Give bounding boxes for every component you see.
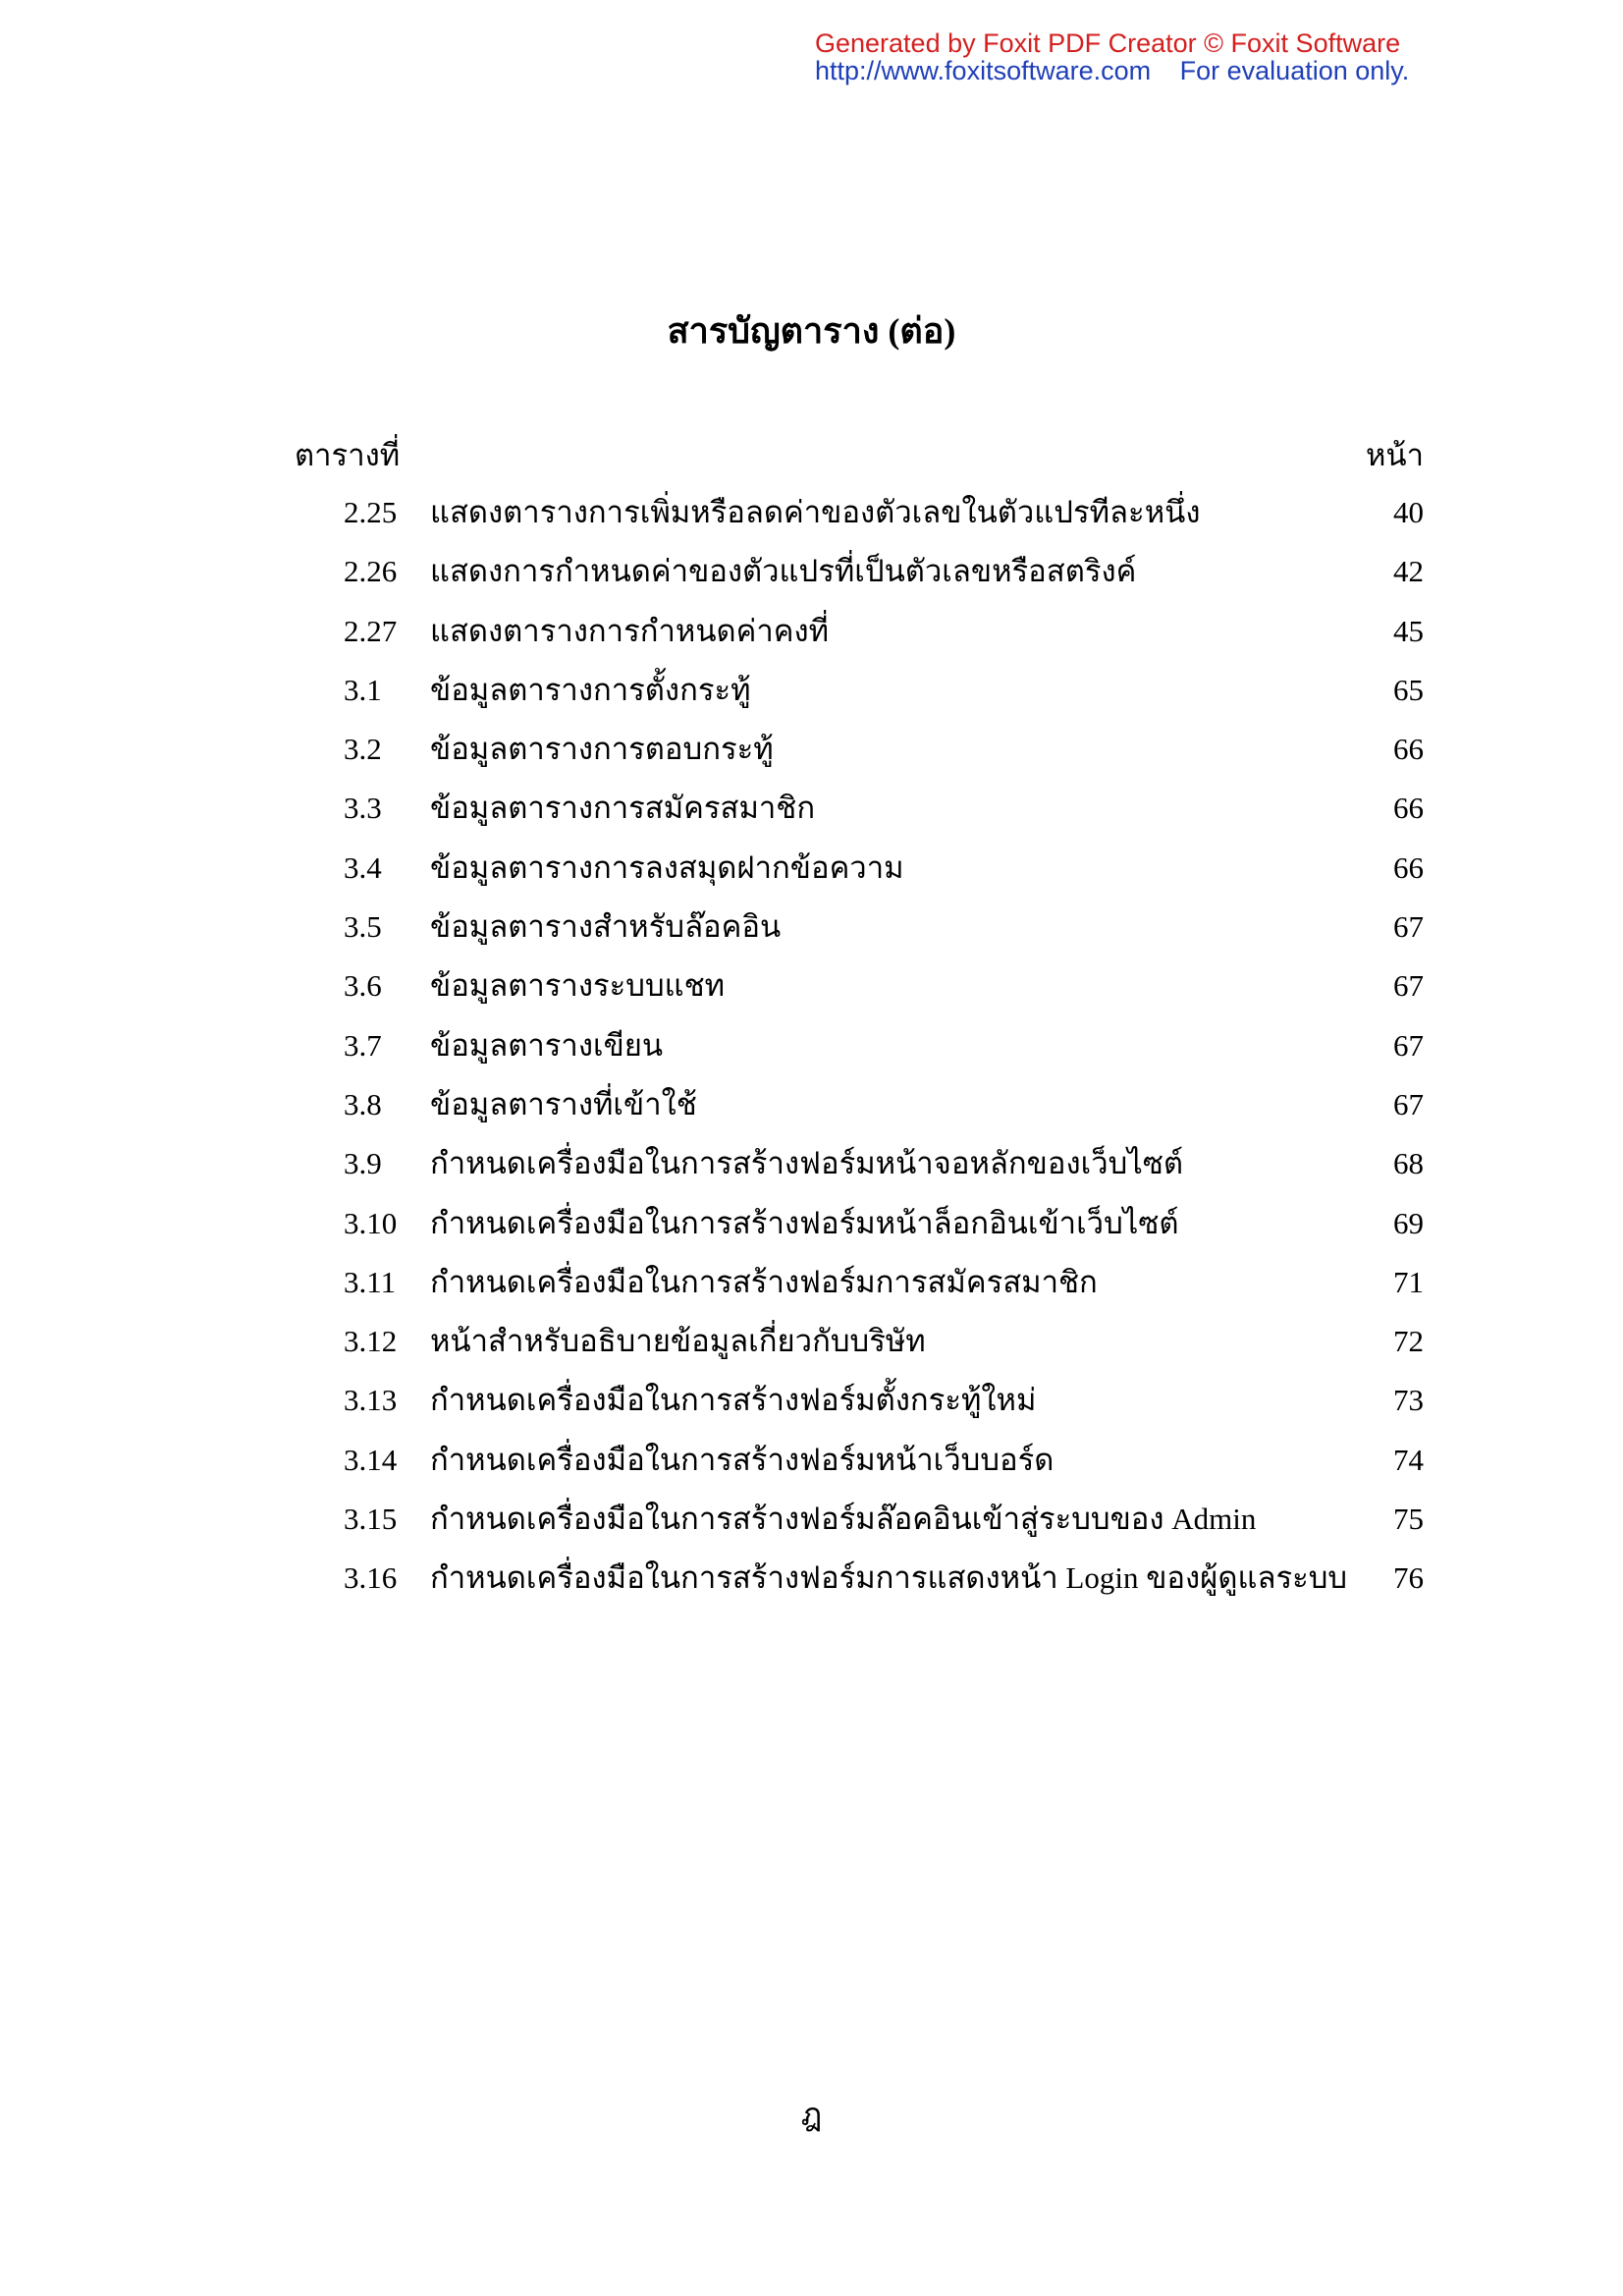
toc-entry: [295, 966, 1424, 1025]
toc-entry: [295, 1204, 1424, 1263]
toc-entry-page: 72: [1393, 1324, 1424, 1359]
watermark-url-line: [815, 57, 1443, 84]
toc-entry-number: 3.9: [344, 1146, 382, 1181]
toc-entry: [295, 1500, 1424, 1558]
table-number-header: ตารางที่: [295, 438, 401, 472]
toc-entry-number: 3.8: [344, 1086, 382, 1121]
toc-entry: [295, 1085, 1424, 1144]
toc-entry-text: กำหนดเครื่องมือในการสร้างฟอร์มหน้าล็อกอินเข้าเว็บไซต์: [430, 1205, 1179, 1240]
toc-entry-page: 71: [1393, 1264, 1424, 1299]
toc-entry-number: 2.27: [344, 613, 398, 648]
toc-entry-text: ข้อมูลตารางเขียน: [430, 1027, 664, 1063]
toc-entry-number: 3.7: [344, 1027, 382, 1063]
toc-entry: [295, 1026, 1424, 1085]
toc-entry-page: 67: [1393, 909, 1424, 945]
toc-entry-page: 67: [1393, 1027, 1424, 1063]
toc-entry-page: 73: [1393, 1383, 1424, 1418]
toc-entry-number: 3.3: [344, 791, 382, 826]
toc-entry-text: ข้อมูลตารางระบบแชท: [430, 968, 726, 1004]
toc-entry: [295, 1144, 1424, 1203]
toc-entry: [295, 1558, 1424, 1617]
toc-entry: [295, 552, 1424, 611]
toc-entry-text: กำหนดเครื่องมือในการสร้างฟอร์มหน้าจอหลักของเว็บไซต์: [430, 1146, 1184, 1181]
toc-entry: [295, 1322, 1424, 1381]
toc-entry-number: 3.2: [344, 732, 382, 767]
toc-entry-page: 66: [1393, 732, 1424, 767]
toc-entry-number: 3.10: [344, 1205, 398, 1240]
toc-entry-text: กำหนดเครื่องมือในการสร้างฟอร์มตั้งกระทู้ใหม่: [430, 1383, 1037, 1418]
toc-entry-page: 66: [1393, 791, 1424, 826]
toc-entry-text: แสดงการกำหนดค่าของตัวแปรที่เป็นตัวเลขหรือสตริงค์: [430, 554, 1137, 589]
toc-entry-number: 3.13: [344, 1383, 398, 1418]
toc-entry-text: ข้อมูลตารางการสมัครสมาชิก: [430, 791, 816, 826]
toc-column-headers: [295, 430, 1424, 472]
toc-entry-text: ข้อมูลตารางการตอบกระทู้: [430, 732, 774, 767]
toc-entry-text: กำหนดเครื่องมือในการสร้างฟอร์มการสมัครสมาชิก: [430, 1264, 1098, 1299]
watermark-generated-line: Generated by Foxit PDF Creator © Foxit Software: [815, 28, 1401, 58]
page-title: สารบัญตาราง (ต่อ): [667, 311, 956, 351]
toc-entry-number: 3.14: [344, 1442, 398, 1477]
toc-entry-page: 42: [1393, 554, 1424, 589]
toc-entry-text: ข้อมูลตารางการตั้งกระทู้: [430, 672, 751, 707]
toc-entry: [295, 493, 1424, 552]
toc-entry-page: 67: [1393, 1086, 1424, 1121]
toc-entry: [295, 907, 1424, 966]
toc-entry-page: 68: [1393, 1146, 1424, 1181]
toc-entry-number: 3.12: [344, 1324, 398, 1359]
toc-entry: [295, 1263, 1424, 1322]
toc-entry: [295, 612, 1424, 671]
toc-entry-page: 66: [1393, 849, 1424, 885]
toc-entry-text: กำหนดเครื่องมือในการสร้างฟอร์มหน้าเว็บบอร์ด: [430, 1442, 1055, 1477]
toc-entry-number: 3.5: [344, 909, 382, 945]
toc-entry-number: 2.25: [344, 495, 398, 529]
toc-entry-page: 65: [1393, 672, 1424, 707]
toc-entry-text: ข้อมูลตารางที่เข้าใช้: [430, 1086, 697, 1121]
toc-entry-text: กำหนดเครื่องมือในการสร้างฟอร์มล๊อคอินเข้าสู่ระบบของ Admin: [430, 1502, 1257, 1537]
toc-entry-page: 75: [1393, 1502, 1424, 1537]
toc-entry-page: 74: [1393, 1442, 1424, 1477]
toc-entry-page: 69: [1393, 1205, 1424, 1240]
toc-entry-text: แสดงตารางการเพิ่มหรือลดค่าของตัวเลขในตัวแปรทีละหนึ่ง: [430, 495, 1201, 529]
toc-entry-number: 3.15: [344, 1502, 398, 1537]
table-of-tables-list: [295, 493, 1424, 1618]
toc-entry-number: 3.16: [344, 1560, 398, 1596]
page-number: ฎ: [800, 2097, 823, 2132]
toc-entry: [295, 671, 1424, 730]
page-header: หน้า: [1365, 438, 1424, 472]
toc-entry: [295, 848, 1424, 907]
toc-entry-text: แสดงตารางการกำหนดค่าคงที่: [430, 613, 830, 648]
toc-entry: [295, 730, 1424, 789]
toc-entry-page: 76: [1393, 1560, 1424, 1596]
watermark-evaluation-note: For evaluation only.: [1179, 56, 1410, 85]
watermark-url: http://www.foxitsoftware.com: [815, 56, 1152, 85]
toc-entry-number: 2.26: [344, 554, 398, 589]
toc-entry-page: 45: [1393, 613, 1424, 648]
toc-entry-text: ข้อมูลตารางสำหรับล๊อคอิน: [430, 909, 782, 945]
toc-entry-number: 3.1: [344, 672, 382, 707]
toc-entry-number: 3.11: [344, 1264, 397, 1299]
toc-entry-text: ข้อมูลตารางการลงสมุดฝากข้อความ: [430, 849, 904, 885]
toc-entry-number: 3.6: [344, 968, 382, 1004]
toc-entry-text: หน้าสำหรับอธิบายข้อมูลเกี่ยวกับบริษัท: [430, 1324, 926, 1359]
toc-entry-text: กำหนดเครื่องมือในการสร้างฟอร์มการแสดงหน้า Login ของผู้ดูแลระบบ: [430, 1560, 1348, 1596]
toc-entry: [295, 1441, 1424, 1500]
toc-entry: [295, 789, 1424, 847]
toc-entry-page: 40: [1393, 495, 1424, 529]
toc-entry: [295, 1381, 1424, 1440]
toc-entry-page: 67: [1393, 968, 1424, 1004]
foxit-watermark: [815, 29, 1443, 84]
toc-entry-number: 3.4: [344, 849, 382, 885]
